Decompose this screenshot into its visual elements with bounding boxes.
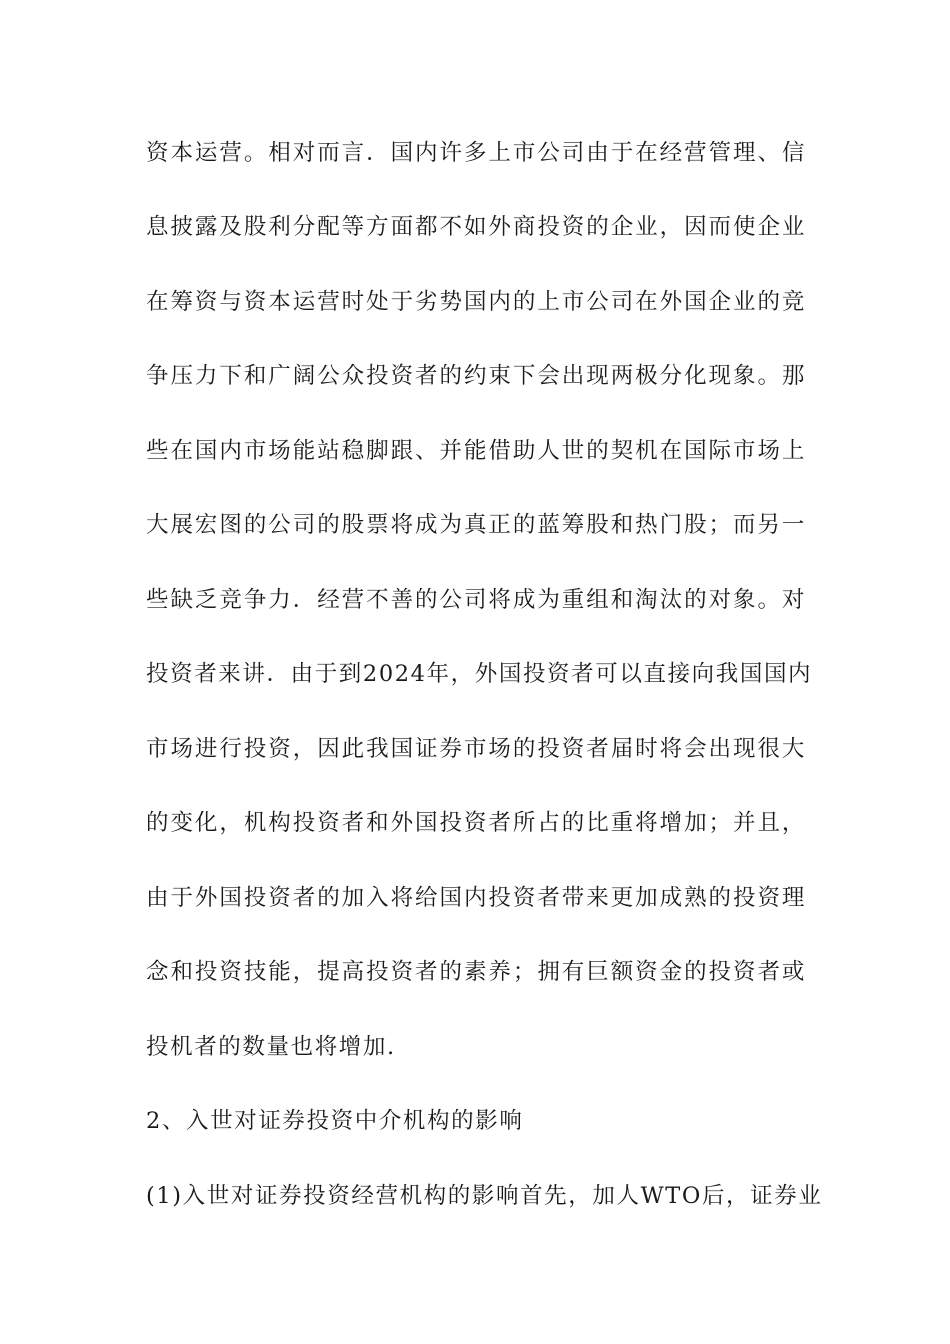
paragraph-line: 的变化，机构投资者和外国投资者所占的比重将增加；并且， [146, 810, 806, 836]
paragraph-line: 些在国内市场能站稳脚跟、并能借助人世的契机在国际市场上 [146, 438, 806, 464]
paragraph-line: 些缺乏竞争力．经营不善的公司将成为重组和淘汰的对象。对 [146, 587, 806, 613]
paragraph-line: 市场进行投资，因此我国证券市场的投资者届时将会出现很大 [146, 736, 806, 762]
paragraph-line: 大展宏图的公司的股票将成为真正的蓝筹股和热门股；而另一 [146, 512, 806, 538]
paragraph-line: 资本运营。相对而言．国内许多上市公司由于在经营管理、信 [146, 140, 806, 166]
subsection-line: (1)入世对证券投资经营机构的影响首先，加人WTO后，证券业 [146, 1183, 823, 1209]
paragraph-line: 在筹资与资本运营时处于劣势国内的上市公司在外国企业的竞 [146, 289, 806, 315]
paragraph-last-line: 投机者的数量也将增加. [146, 1034, 396, 1060]
paragraph-line: 息披露及股利分配等方面都不如外商投资的企业，因而使企业 [146, 214, 806, 240]
paragraph-line: 争压力下和广阔公众投资者的约束下会出现两极分化现象。那 [146, 363, 806, 389]
paragraph-line: 由于外国投资者的加入将给国内投资者带来更加成熟的投资理 [146, 885, 806, 911]
paragraph-line: 念和投资技能，提高投资者的素养；拥有巨额资金的投资者或 [146, 959, 806, 985]
paragraph-line: 投资者来讲．由于到2024年，外国投资者可以直接向我国国内 [146, 661, 813, 687]
section-heading: 2、入世对证券投资中介机构的影响 [146, 1108, 524, 1134]
